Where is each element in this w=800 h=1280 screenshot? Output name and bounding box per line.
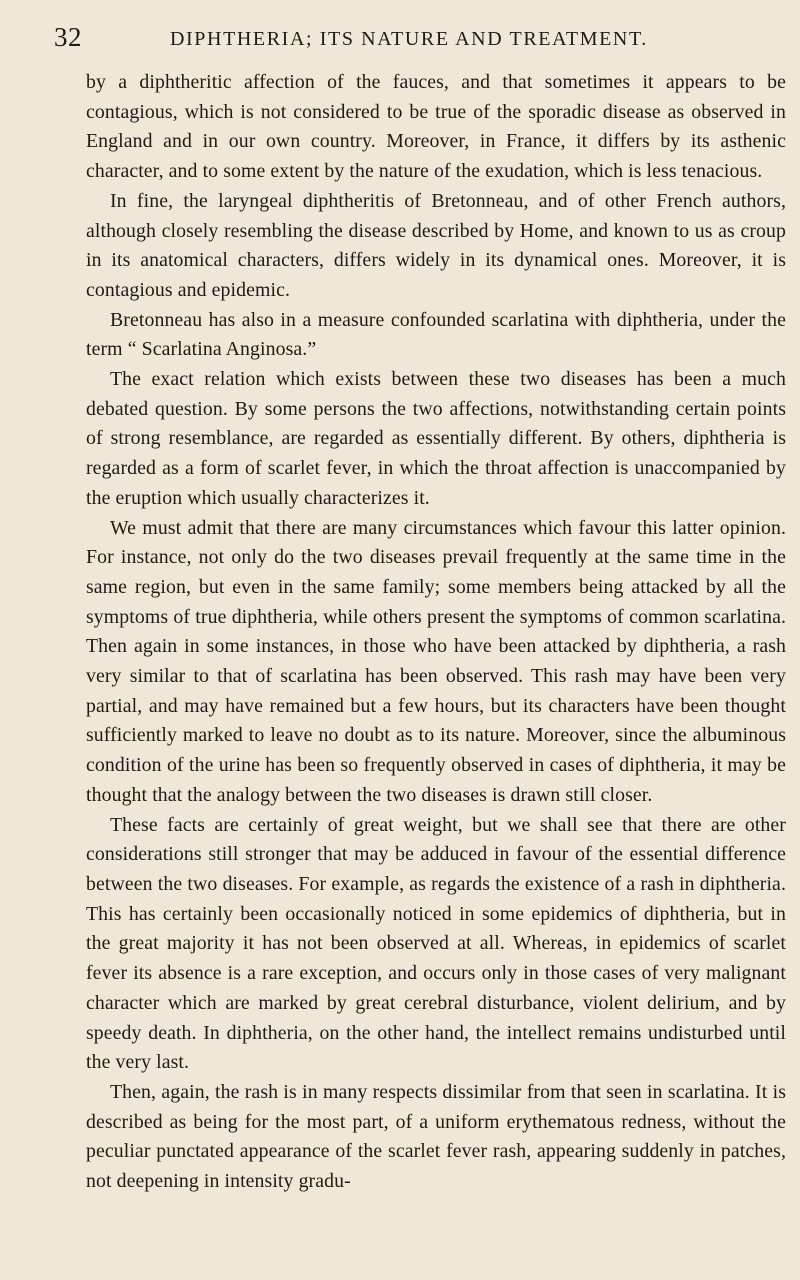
running-head: DIPHTHERIA; ITS NATURE AND TREATMENT. [170, 28, 648, 50]
paragraph-continuation: by a diphtheritic affection of the fauces, and that sometimes it appears to be contagious, which is not considered to be true of the sporadic disease as observed in England and in our own country. Moreover, in France, it differs by its asthenic character, and to some extent by the nature of the exudation, which is less tenacious. [86, 71, 786, 183]
paragraph: We must admit that there are many circumstances which favour this latter opinion. For instance, not only do the two diseases prevail frequently at the same time in the same region, but even in the same family; some members being attacked by all the symptoms of true diphtheria, while others present the symptoms of common scarlatina. Then again in some instances, in those who have been attacked by diphtheria, a rash very similar to that of scarlatina has been observed. This rash may have been very partial, and may have remained but a few hours, but its characters have been thought sufficiently marked to leave no doubt as to its nature. Moreover, since the albuminous condition of the urine has been so frequently observed in cases of diphtheria, it may be thought that the analogy between the two diseases is drawn still closer. [86, 516, 786, 806]
paragraph-continued: Then, again, the rash is in many respects dissimilar from that seen in scarlatina. It is described as being for the most part, of a uniform erythematous redness, without the peculiar punctated appearance of the scarlet fever rash, appearing suddenly in patches, not deepening in intensity gradu- [86, 1080, 786, 1193]
paragraph: The exact relation which exists between these two diseases has been a much debated question. By some persons the two affections, notwithstanding certain points of strong resemblance, are regarded as essentially different. By others, diphtheria is regarded as a form of scarlet fever, in which the throat affection is unaccompanied by the eruption which usually characterizes it. [86, 368, 786, 509]
paragraph: Bretonneau has also in a measure confounded scarlatina with diphtheria, under the term “ Scarlatina Anginosa.” [86, 308, 786, 361]
paragraph: In fine, the laryngeal diphtheritis of Bretonneau, and of other French authors, although closely resembling the disease described by Home, and known to us as croup in its anatomical characters, differs widely in its dynamical ones. Moreover, it is contagious and epidemic. [86, 189, 786, 301]
page-header [36, 22, 764, 56]
page-number: 32 [54, 22, 82, 52]
body-text [86, 68, 786, 1197]
paragraph: These facts are certainly of great weight, but we shall see that there are other considerations still stronger that may be adduced in favour of the essential difference between the two diseases. For example, as regards the existence of a rash in diphtheria. This has certainly been occasionally noticed in some epidemics of diphtheria, but in the great majority it has not been observed at all. Whereas, in epidemics of scarlet fever its absence is a rare exception, and occurs only in those cases of very malignant character which are marked by great cerebral disturbance, violent delirium, and by speedy death. In diphtheria, on the other hand, the intellect remains undisturbed until the very last. [86, 813, 786, 1074]
